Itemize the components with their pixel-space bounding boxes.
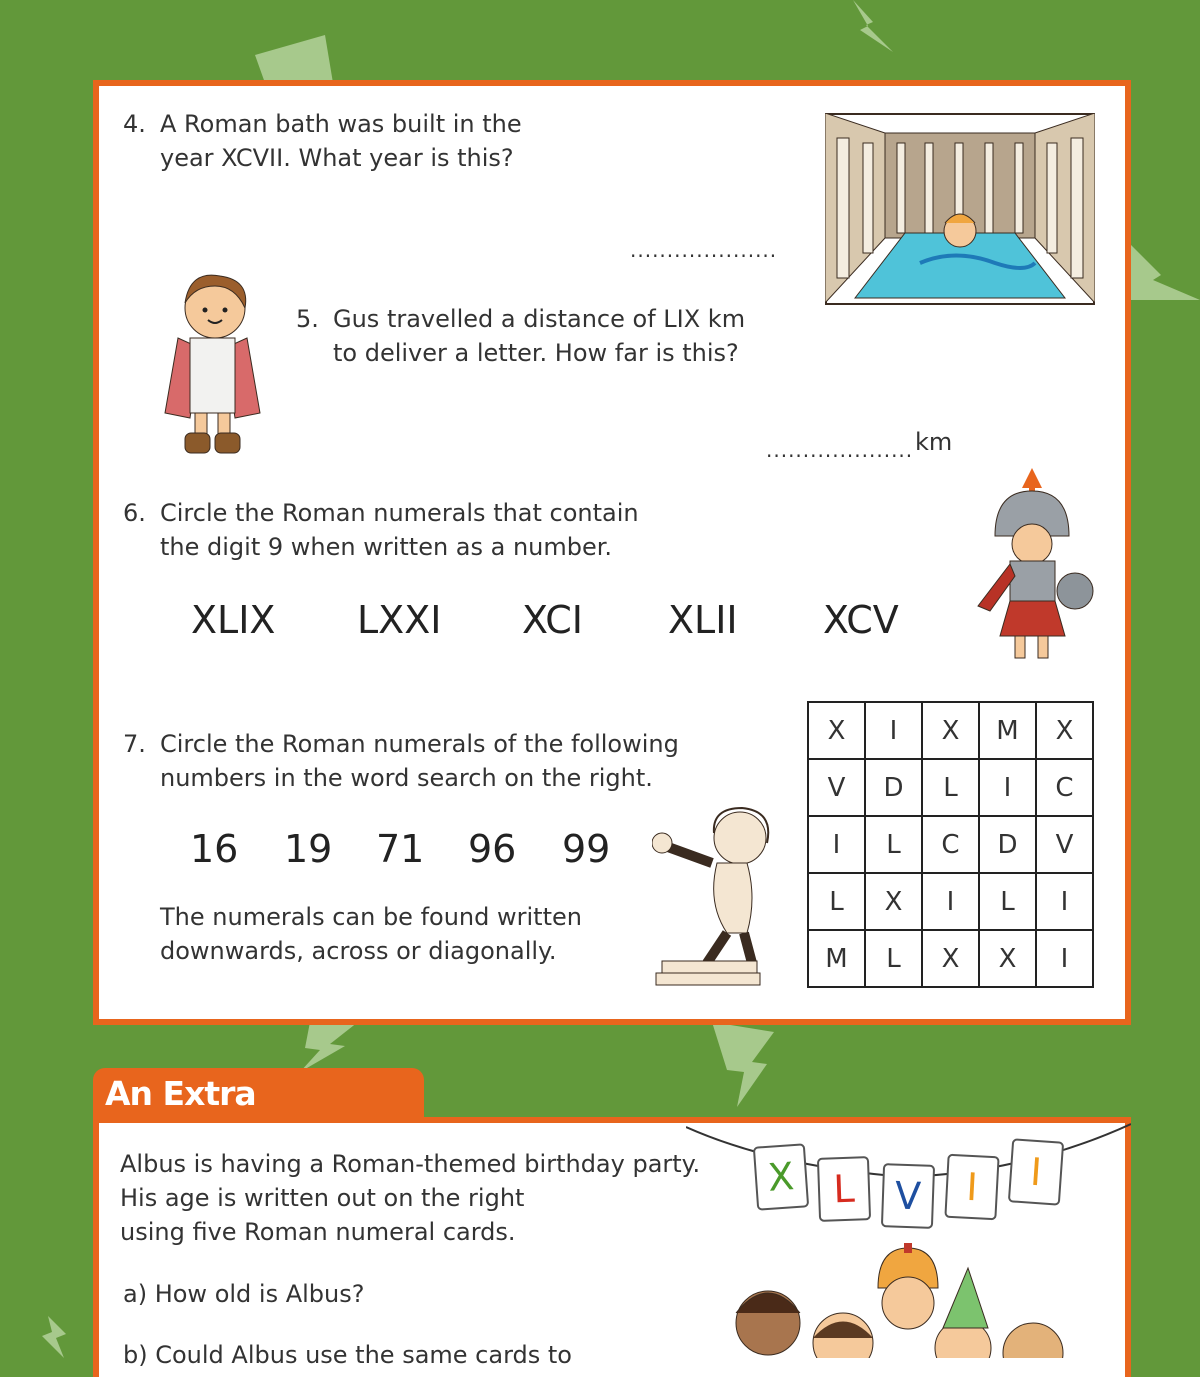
target-number: 99 [562, 827, 611, 871]
question-5 [296, 302, 756, 372]
numeral-card [881, 1163, 935, 1229]
question-text: numbers in the word search on the right. [160, 764, 653, 792]
question-text: A Roman bath was built in the [160, 110, 522, 138]
question-text: to deliver a letter. How far is this? [333, 339, 739, 367]
roman-numeral-option[interactable]: XLIX [191, 598, 276, 642]
grid-row [808, 930, 1093, 987]
grid-cell[interactable]: X [922, 702, 979, 759]
question-text: the digit 9 when written as a number. [160, 533, 613, 561]
grid-row [808, 873, 1093, 930]
word-search-grid [807, 701, 1094, 988]
question-6 [123, 496, 643, 566]
answer-blank[interactable]: .................... [766, 438, 914, 462]
section-heading-tab [93, 1068, 424, 1123]
roman-numeral-option[interactable]: XCV [823, 598, 899, 642]
card-letter: I [1028, 1149, 1044, 1195]
question-number: 6. [123, 499, 146, 527]
lightning-icon [1131, 245, 1200, 305]
roman-bath-illustration [825, 113, 1095, 305]
party-children-illustration [728, 1243, 1073, 1358]
grid-cell[interactable]: L [922, 759, 979, 816]
numeral-card [944, 1154, 999, 1221]
numeral-card [753, 1143, 809, 1210]
grid-row [808, 816, 1093, 873]
numeral-card [817, 1156, 871, 1222]
grid-cell[interactable]: M [979, 702, 1036, 759]
question-text: Gus travelled a distance of LIX km [333, 305, 746, 333]
grid-cell[interactable]: V [808, 759, 865, 816]
grid-row [808, 759, 1093, 816]
challenge-text: His age is written out on the right [120, 1184, 525, 1212]
challenge-text: Albus is having a Roman-themed birthday party. [120, 1150, 701, 1178]
grid-cell[interactable]: L [865, 930, 922, 987]
grid-cell[interactable]: V [1036, 816, 1093, 873]
section-heading: An Extra [105, 1074, 256, 1113]
grid-cell[interactable]: C [1036, 759, 1093, 816]
question-text: year XCVII. What year is this? [160, 144, 514, 172]
card-letter: V [894, 1173, 922, 1219]
grid-cell[interactable]: D [979, 816, 1036, 873]
question-b: b) Could Albus use the same cards to [123, 1341, 572, 1369]
grid-cell[interactable]: I [979, 759, 1036, 816]
target-number: 96 [468, 827, 517, 871]
answer-blank[interactable]: .................... [630, 238, 778, 262]
question-4 [123, 107, 543, 177]
question-number: 4. [123, 110, 146, 138]
grid-cell[interactable]: I [922, 873, 979, 930]
roman-numeral-option[interactable]: XLII [668, 598, 738, 642]
grid-cell[interactable]: X [865, 873, 922, 930]
grid-cell[interactable]: X [808, 702, 865, 759]
question-a: a) How old is Albus? [123, 1280, 365, 1308]
roman-numeral-option[interactable]: LXXI [357, 598, 442, 642]
lightning-icon [712, 1022, 774, 1107]
question-text: Circle the Roman numerals that contain [160, 499, 639, 527]
lightning-icon [848, 0, 898, 55]
numeral-card [1008, 1138, 1064, 1205]
grid-cell[interactable]: X [1036, 702, 1093, 759]
question-text: Circle the Roman numerals of the following [160, 730, 679, 758]
instruction-note: downwards, across or diagonally. [160, 937, 557, 965]
target-number: 16 [190, 827, 239, 871]
roman-numeral-option[interactable]: XCI [522, 598, 584, 642]
question-number: 5. [296, 305, 319, 333]
grid-cell[interactable]: L [808, 873, 865, 930]
grid-cell[interactable]: X [922, 930, 979, 987]
grid-cell[interactable]: L [865, 816, 922, 873]
grid-cell[interactable]: L [979, 873, 1036, 930]
grid-cell[interactable]: X [979, 930, 1036, 987]
roman-boy-illustration [160, 268, 265, 458]
grid-cell[interactable]: M [808, 930, 865, 987]
grid-cell[interactable]: I [1036, 873, 1093, 930]
question-number: 7. [123, 730, 146, 758]
target-number: 19 [284, 827, 333, 871]
answer-unit: km [915, 428, 953, 456]
grid-cell[interactable]: C [922, 816, 979, 873]
lightning-icon [300, 1022, 360, 1072]
card-letter: I [965, 1164, 979, 1210]
challenge-text: using five Roman numeral cards. [120, 1218, 516, 1246]
grid-cell[interactable]: I [1036, 930, 1093, 987]
lightning-icon [255, 35, 335, 83]
card-letter: X [766, 1154, 796, 1200]
instruction-note: The numerals can be found written [160, 903, 582, 931]
target-number: 71 [376, 827, 425, 871]
grid-cell[interactable]: I [808, 816, 865, 873]
grid-cell[interactable]: I [865, 702, 922, 759]
discus-statue-illustration [652, 803, 787, 988]
grid-cell[interactable]: D [865, 759, 922, 816]
lightning-icon [38, 1316, 68, 1358]
roman-soldier-illustration [970, 466, 1095, 666]
question-7 [123, 727, 683, 797]
card-letter: L [832, 1166, 856, 1212]
grid-row [808, 702, 1093, 759]
